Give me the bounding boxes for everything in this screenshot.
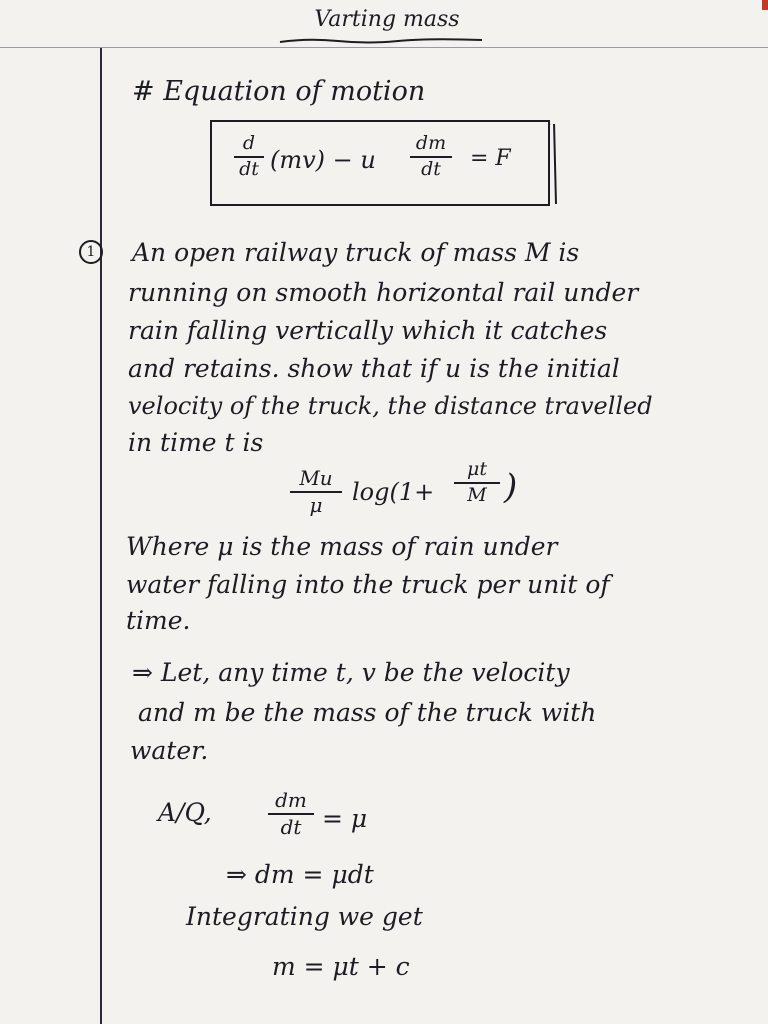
title-underline [278, 36, 484, 46]
solution-step-2: ⇒ dm = μdt [226, 860, 374, 889]
problem-line-6: in time t is [128, 428, 264, 457]
equation-fraction-1 [234, 134, 264, 180]
ag-fraction [268, 790, 314, 838]
solution-line-3: water. [130, 736, 209, 765]
result-close-paren: ) [504, 467, 518, 507]
corner-mark [762, 0, 768, 10]
section-heading: # Equation of motion [132, 76, 426, 107]
equation-mv-term: (mv) − u [270, 146, 376, 174]
where-line-3: time. [126, 606, 191, 635]
ag-numerator: dm [275, 788, 307, 812]
problem-line-4: and retains. show that if u is the initial [128, 354, 620, 383]
equation-fraction-2 [410, 134, 452, 180]
result-inner-fraction [454, 460, 500, 506]
problem-line-2: running on smooth horizontal rail under [128, 278, 639, 307]
result-fraction [290, 468, 342, 516]
frac1-denominator: dt [239, 157, 259, 180]
frac2-numerator: dm [415, 132, 447, 154]
equation-box [210, 120, 550, 206]
solution-line-2: and m be the mass of the truck with [138, 698, 597, 727]
ag-label: A/Q, [158, 798, 212, 827]
page-title: Varting mass [314, 7, 460, 32]
solution-step-3: Integrating we get [186, 902, 423, 931]
result-inner-denominator: M [467, 483, 487, 506]
frac2-denominator: dt [421, 157, 441, 180]
result-log: log(1+ [352, 478, 435, 506]
result-numerator: Mu [299, 466, 333, 490]
where-line-2: water falling into the truck per unit of [126, 570, 610, 599]
solution-line-1: ⇒ Let, any time t, v be the velocity [132, 658, 570, 687]
ag-rhs: = μ [322, 804, 368, 833]
solution-step-4: m = μt + c [272, 952, 410, 981]
problem-number: 1 [79, 240, 103, 264]
where-line-1: Where μ is the mass of rain under [126, 532, 558, 561]
problem-line-3: rain falling vertically which it catches [128, 316, 608, 345]
problem-line-5: velocity of the truck, the distance travelled [128, 392, 653, 420]
equation-rhs: = F [470, 146, 511, 171]
result-denominator: μ [309, 493, 323, 517]
header-rule [0, 47, 768, 48]
result-inner-numerator: μt [467, 458, 487, 480]
equation-box-shadow [546, 124, 574, 204]
frac1-numerator: d [242, 132, 256, 154]
problem-line-1: An open railway truck of mass M is [132, 238, 580, 267]
margin-line [100, 48, 102, 1024]
ag-denominator: dt [280, 815, 302, 839]
